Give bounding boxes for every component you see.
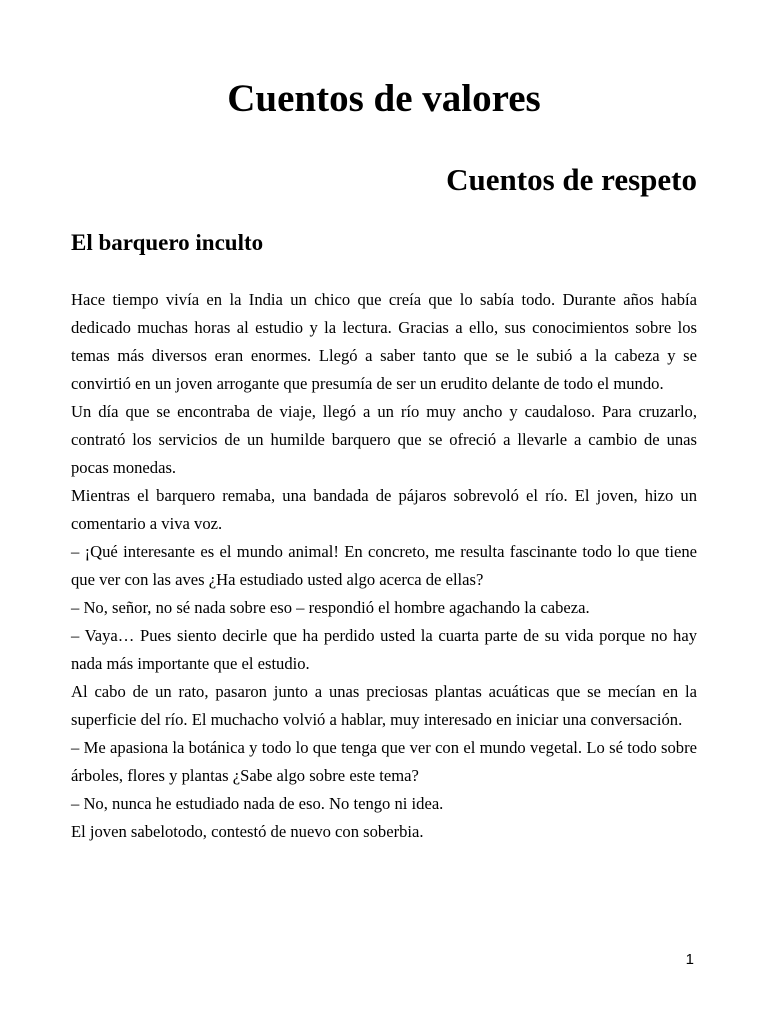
paragraph: Mientras el barquero remaba, una bandada de pájaros sobrevoló el río. El joven, hizo un comentario a viva voz. xyxy=(71,486,697,533)
document-subtitle: Cuentos de respeto xyxy=(446,162,697,197)
story-body xyxy=(71,286,697,846)
paragraph: – Me apasiona la botánica y todo lo que tenga que ver con el mundo vegetal. Lo sé todo sobre árboles, flores y plantas ¿Sabe algo sobre este tema? xyxy=(71,738,697,785)
paragraph: – No, señor, no sé nada sobre eso – respondió el hombre agachando la cabeza. xyxy=(71,598,590,617)
paragraph: – ¡Qué interesante es el mundo animal! En concreto, me resulta fascinante todo lo que tiene que ver con las aves ¿Ha estudiado usted algo acerca de ellas? xyxy=(71,542,697,589)
paragraph: Un día que se encontraba de viaje, llegó a un río muy ancho y caudaloso. Para cruzarlo, contrató los servicios de un humilde barquero que se ofreció a llevarle a cambio de unas pocas monedas. xyxy=(71,402,697,477)
page-number: 1 xyxy=(685,951,694,968)
paragraph: – Vaya… Pues siento decirle que ha perdido usted la cuarta parte de su vida porque no hay nada más importante que el estudio. xyxy=(71,626,697,673)
document-title: Cuentos de valores xyxy=(227,77,541,120)
story-heading: El barquero inculto xyxy=(71,230,264,255)
paragraph: Al cabo de un rato, pasaron junto a unas preciosas plantas acuáticas que se mecían en la superficie del río. El muchacho volvió a hablar, muy interesado en iniciar una conversación. xyxy=(71,682,697,729)
paragraph: El joven sabelotodo, contestó de nuevo con soberbia. xyxy=(71,822,424,841)
paragraph: – No, nunca he estudiado nada de eso. No tengo ni idea. xyxy=(71,794,444,813)
paragraph: Hace tiempo vivía en la India un chico que creía que lo sabía todo. Durante años había dedicado muchas horas al estudio y la lectura. Gracias a ello, sus conocimientos sobre los temas más diversos eran enormes. Llegó a saber tanto que se le subió a la cabeza y se convirtió en un joven arrogante que presumía de ser un erudito delante de todo el mundo. xyxy=(71,290,697,393)
